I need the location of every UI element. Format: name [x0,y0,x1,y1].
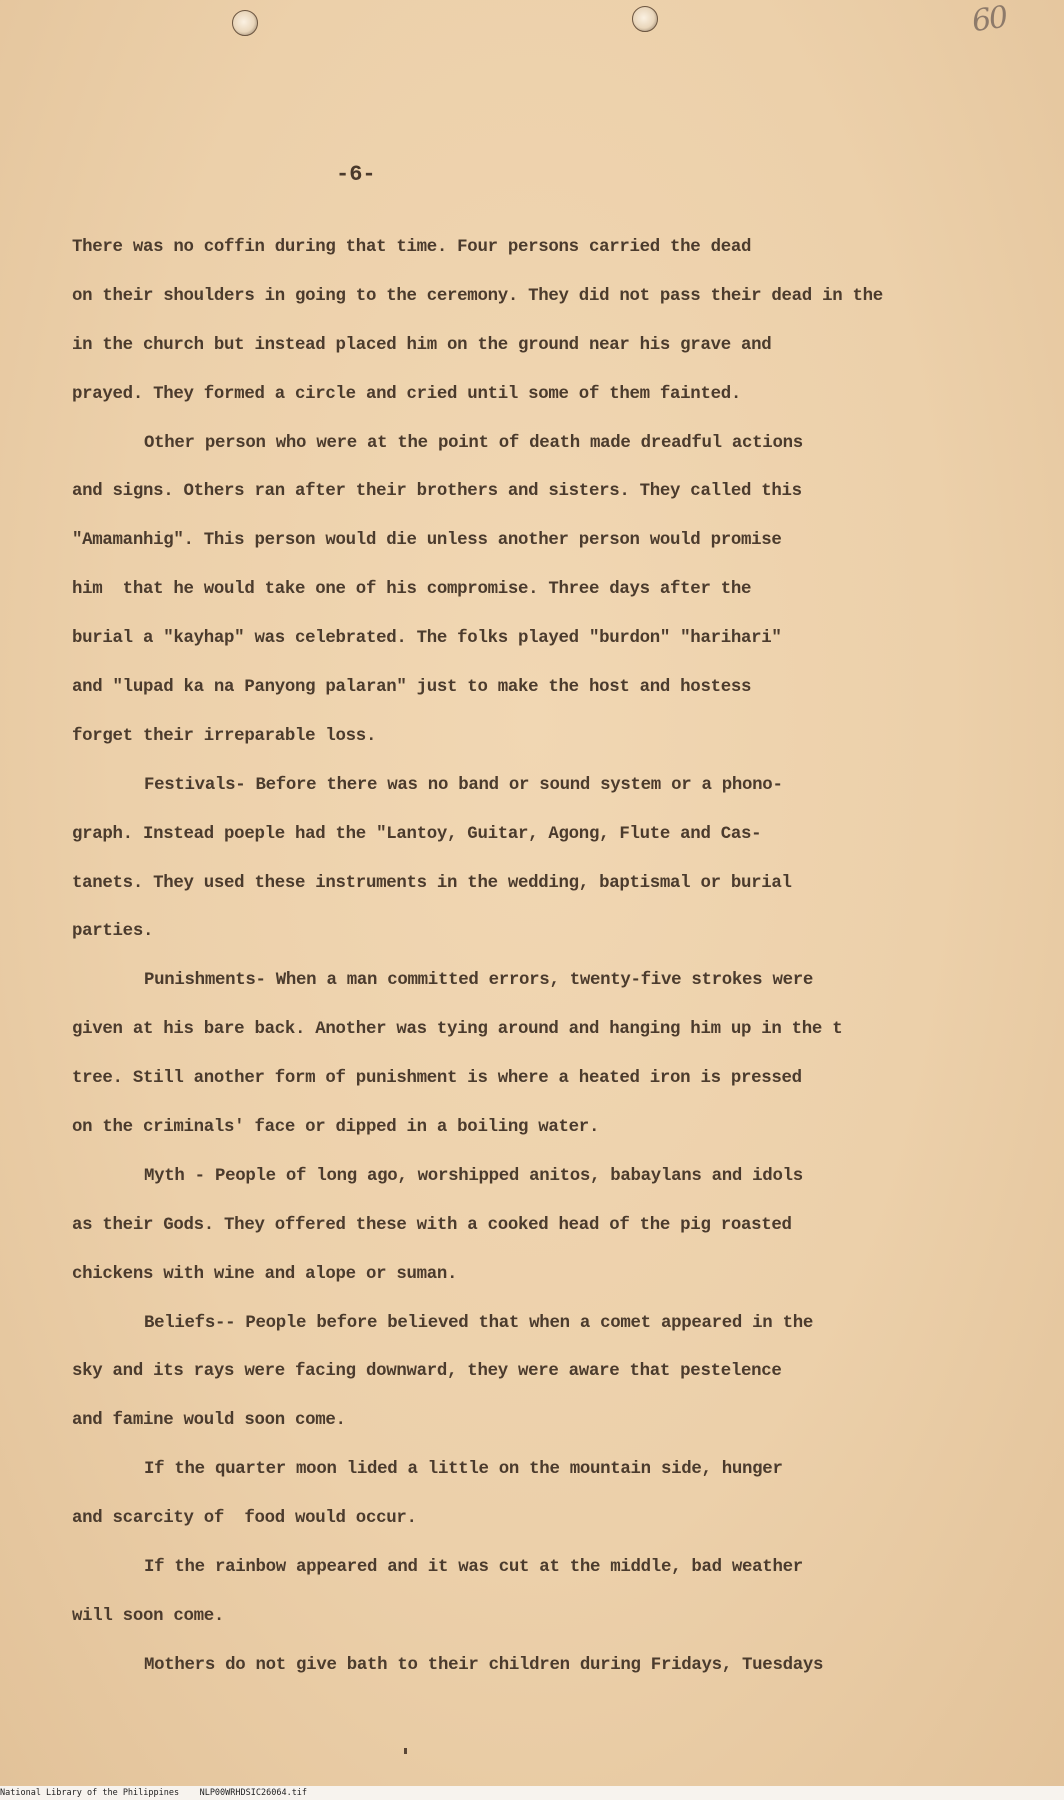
text-line: will soon come. [72,1606,225,1626]
text-line: "Amamanhig". This person would die unless another person would promise [72,531,782,551]
text-line: given at his bare back. Another was tying around and hanging him up in the t [72,1020,843,1040]
document-body [72,224,1052,1691]
text-line: sky and its rays were facing downward, they were aware that pestelence [72,1362,782,1382]
text-line: graph. Instead poeple had the "Lantoy, Guitar, Agong, Flute and Cas- [72,824,762,844]
punch-hole [232,10,258,36]
text-line: tanets. They used these instruments in the wedding, baptismal or burial [72,873,792,893]
text-line: forget their irreparable loss. [72,726,377,746]
text-line: parties. [72,922,154,942]
text-line: tree. Still another form of punishment is where a heated iron is pressed [72,1069,802,1089]
text-line: Beliefs-- People before believed that when a comet appeared in the [144,1313,813,1333]
folio-mark: 60 [969,0,1009,40]
text-line: Mothers do not give bath to their children during Fridays, Tuesdays [144,1655,824,1675]
punch-hole [632,6,658,32]
text-line: and scarcity of food would occur. [72,1509,417,1529]
text-line: chickens with wine and alope or suman. [72,1264,458,1284]
text-line: Punishments- When a man committed errors, twenty-five strokes were [144,971,813,991]
text-line: burial a "kayhap" was celebrated. The folks played "burdon" "harihari" [72,629,782,649]
text-line: as their Gods. They offered these with a cooked head of the pig roasted [72,1215,792,1235]
text-line: prayed. They formed a circle and cried until some of them fainted. [72,384,741,404]
text-line: There was no coffin during that time. Four persons carried the dead [72,238,752,257]
text-line: Festivals- Before there was no band or sound system or a phono- [144,775,783,795]
page-number: -6- [336,162,376,187]
text-line: him that he would take one of his compromise. Three days after the [72,580,752,600]
text-line: in the church but instead placed him on the ground near his grave and [72,335,772,355]
ink-mark [404,1748,407,1754]
text-line: If the rainbow appeared and it was cut at the middle, bad weather [144,1558,803,1578]
text-line: on their shoulders in going to the ceremony. They did not pass their dead in the [72,286,883,306]
text-line: Other person who were at the point of death made dreadful actions [144,433,803,453]
text-line: and "lupad ka na Panyong palaran" just to make the host and hostess [72,678,752,698]
text-line: and famine would soon come. [72,1411,346,1431]
text-line: and signs. Others ran after their brothers and sisters. They called this [72,482,802,502]
text-line: If the quarter moon lided a little on the mountain side, hunger [144,1460,783,1480]
text-line: Myth - People of long ago, worshipped anitos, babaylans and idols [144,1166,803,1186]
text-line: on the criminals' face or dipped in a boiling water. [72,1118,600,1138]
archive-footer: National Library of the Philippines NLP00WRHDSIC26064.tif [0,1786,1064,1800]
